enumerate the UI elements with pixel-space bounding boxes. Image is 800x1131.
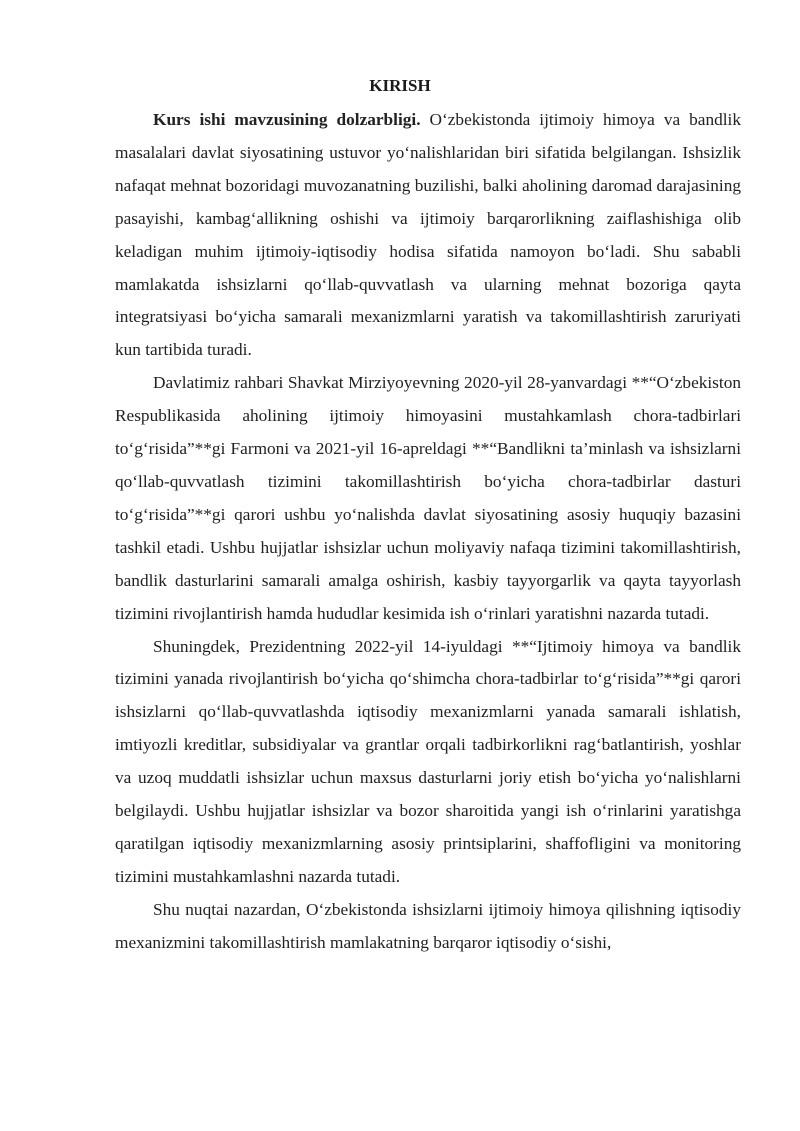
paragraph-conclusion xyxy=(115,894,741,960)
paragraph-lead: Kurs ishi mavzusining dolzarbligi. xyxy=(153,110,421,129)
paragraph-text: O‘zbekistonda ijtimoiy himoya va bandlik masalalari davlat siyosatining ustuvor yo‘nalishlaridan biri sifatida belgilangan. Ishsizlik nafaqat mehnat bozoridagi muvozanatning buzilishi, balki aholining daromad darajasining pasayishi, kambag‘allikning oshishi va ijtimoiy barqarorlikning zaiflashishiga olib keladigan muhim ijtimoiy-iqtisodiy hodisa sifatida namoyon bo‘ladi. Shu sababli mamlakatda ishsizlarni qo‘llab-quvvatlash va ularning mehnat bozoriga qayta integratsiyasi bo‘yicha samarali mexanizmlarni yaratish va takomillashtirish zaruriyati kun tartibida turadi. xyxy=(115,110,741,360)
paragraph-decrees xyxy=(115,367,741,630)
paragraph-text: Davlatimiz rahbari Shavkat Mirziyoyevning 2020-yil 28-yanvardagi **“O‘zbekiston Respublikasida aholining ijtimoiy himoyasini mustahkamlash chora-tadbirlari to‘g‘risida”**gi Farmoni va 2021-yil 16-apreldagi **“Bandlikni ta’minlash va ishsizlarni qo‘llab-quvvatlash tizimini takomillashtirish bo‘yicha chora-tadbirlar dasturi to‘g‘risida”**gi qarori ushbu yo‘nalishda davlat siyosatining asosiy huquqiy bazasini tashkil etadi. Ushbu hujjatlar ishsizlar uchun moliyaviy nafaqa tizimini takomillashtirish, bandlik dasturlarini samarali amalga oshirish, kasbiy tayyorgarlik va qayta tayyorlash tizimini rivojlantirish hamda hududlar kesimida ish o‘rinlari yaratishni nazarda tutadi. xyxy=(115,373,741,623)
section-heading: KIRISH xyxy=(369,76,431,95)
paragraph-text: Shuningdek, Prezidentning 2022-yil 14-iyuldagi **“Ijtimoiy himoya va bandlik tizimini yanada rivojlantirish bo‘yicha qo‘shimcha chora-tadbirlar to‘g‘risida”**gi qarori ishsizlarni qo‘llab-quvvatlashda iqtisodiy mexanizmlarni yanada samarali ishlatish, imtiyozli kreditlar, subsidiyalar va grantlar orqali tadbirkorlikni rag‘batlantirish, yoshlar va uzoq muddatli ishsizlar uchun maxsus dasturlarni joriy etish bo‘yicha yo‘nalishlarni belgilaydi. Ushbu hujjatlar ishsizlar va bozor sharoitida yangi ish o‘rinlarini yaratishga qaratilgan iqtisodiy mexanizmlarning asosiy printsiplarini, shaffofligini va monitoring tizimini mustahkamlashni nazarda tutadi. xyxy=(115,636,741,886)
paragraph-text: Shu nuqtai nazardan, O‘zbekistonda ishsizlarni ijtimoiy himoya qilishning iqtisodiy mexanizmini takomillashtirish mamlakatning barqaror iqtisodiy o‘sishi, xyxy=(115,899,741,952)
paragraph-resolution-2022 xyxy=(115,631,741,894)
paragraph-relevance xyxy=(115,104,741,367)
document-body xyxy=(115,104,741,960)
